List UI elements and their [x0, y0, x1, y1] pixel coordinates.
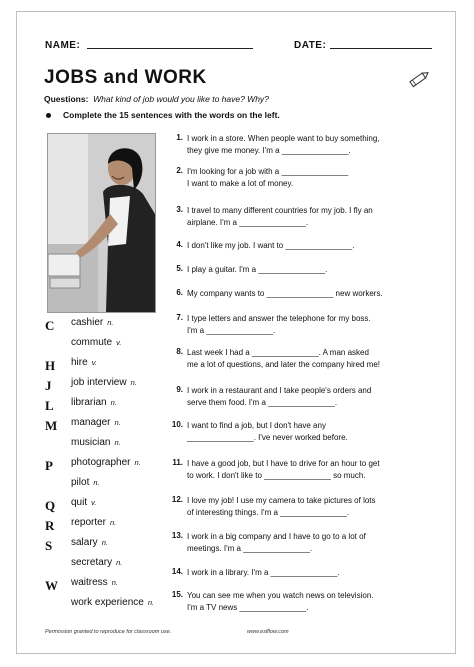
sentence-line: Last week I had a _______________. A man asked: [187, 348, 369, 357]
letter-heading: Q: [45, 498, 56, 513]
word-item: work experience n.: [71, 597, 155, 608]
sentence-number: 10.: [171, 420, 183, 429]
sentence-number: 14.: [171, 567, 183, 576]
footer-site[interactable]: www.eslflow.com: [247, 629, 289, 635]
sentence-line: airplane. I'm a _______________.: [187, 218, 309, 227]
sentence-line: of interesting things. I'm a _______________.: [187, 508, 350, 517]
sentence-line: I'm a _______________.: [187, 326, 276, 335]
date-label: DATE:: [294, 40, 327, 51]
sentence-line: I don't like my job. I want to _______________.: [187, 241, 355, 250]
sentence-line: I work in a store. When people want to buy something,: [187, 134, 380, 143]
sentence-number: 1.: [176, 133, 183, 142]
worksheet-page: [16, 11, 456, 654]
word-item: librarian n.: [71, 397, 117, 408]
sentence-number: 15.: [171, 590, 183, 599]
sentence-line: I'm a TV news _______________.: [187, 603, 309, 612]
instruction-text: Complete the 15 sentences with the words on the left.: [63, 110, 280, 120]
worker-photo: [47, 133, 156, 313]
letter-heading: P: [45, 458, 53, 473]
sentence-line: My company wants to _______________ new workers.: [187, 289, 383, 298]
sentence-line: I play a guitar. I'm a _______________.: [187, 265, 328, 274]
sentence-line: I want to make a lot of money.: [187, 179, 294, 188]
questions-label: Questions:: [44, 94, 89, 104]
page-title: JOBS and WORK: [44, 67, 207, 88]
questions-line: [44, 94, 269, 104]
sentence-line: I'm looking for a job with a _______________: [187, 167, 349, 176]
sentence-line: I work in a big company and I have to go to a lot of: [187, 532, 366, 541]
word-item: job interview n.: [71, 377, 137, 388]
sentence-number: 5.: [176, 264, 183, 273]
letter-heading: M: [45, 418, 58, 433]
word-item: photographer n.: [71, 457, 141, 468]
photo-illustration: [48, 134, 155, 312]
word-item: commute v.: [71, 337, 122, 348]
word-item: pilot n.: [71, 477, 100, 488]
sentence-number: 12.: [171, 495, 183, 504]
sentence-line: to work. I don't like to _______________ so much.: [187, 471, 366, 480]
letter-heading: H: [45, 358, 56, 373]
sentence-number: 11.: [172, 458, 183, 467]
sentence-line: I want to find a job, but I don't have any: [187, 421, 326, 430]
word-item: salary n.: [71, 537, 108, 548]
date-line: [330, 38, 432, 49]
sentence-number: 6.: [176, 288, 183, 297]
word-item: waitress n.: [71, 577, 118, 588]
sentence-number: 9.: [176, 385, 183, 394]
sentence-line: _______________. I've never worked before.: [187, 433, 348, 442]
name-line: [87, 38, 253, 49]
word-item: musician n.: [71, 437, 121, 448]
sentence-number: 3.: [176, 205, 183, 214]
letter-heading: L: [45, 398, 54, 413]
pencil-icon: [407, 69, 431, 89]
bullet-icon: [46, 113, 51, 118]
word-item: reporter n.: [71, 517, 117, 528]
sentence-number: 8.: [176, 347, 183, 356]
sentence-line: I work in a library. I'm a _______________.: [187, 568, 340, 577]
sentence-number: 7.: [176, 313, 183, 322]
letter-heading: C: [45, 318, 55, 333]
word-item: cashier n.: [71, 317, 114, 328]
letter-heading: S: [45, 538, 53, 553]
word-item: hire v.: [71, 357, 97, 368]
sentence-line: I love my job! I use my camera to take pictures of lots: [187, 496, 376, 505]
sentence-line: I have a good job, but I have to drive for an hour to get: [187, 459, 380, 468]
sentence-number: 2.: [176, 166, 183, 175]
sentence-number: 4.: [176, 240, 183, 249]
sentence-line: I work in a restaurant and I take people's orders and: [187, 386, 372, 395]
sentence-line: meetings. I'm a _______________.: [187, 544, 313, 553]
sentence-line: me a lot of questions, and later the company hired me!: [187, 360, 380, 369]
sentence-line: I type letters and answer the telephone for my boss.: [187, 314, 371, 323]
footer-permission: Permission granted to reproduce for classroom use.: [45, 629, 172, 635]
sentence-line: they give me money. I'm a _______________.: [187, 146, 351, 155]
letter-heading: W: [45, 578, 58, 593]
name-label: NAME:: [45, 40, 81, 51]
sentence-line: serve them food. I'm a _______________.: [187, 398, 338, 407]
sentence-number: 13.: [171, 531, 183, 540]
sentence-line: I travel to many different countries for my job. I fly an: [187, 206, 373, 215]
sentence-line: You can see me when you watch news on television.: [187, 591, 374, 600]
word-item: manager n.: [71, 417, 121, 428]
word-item: quit v.: [71, 497, 97, 508]
questions-text: What kind of job would you like to have? Why?: [93, 94, 269, 104]
letter-heading: J: [45, 378, 52, 393]
word-item: secretary n.: [71, 557, 123, 568]
letter-heading: R: [45, 518, 55, 533]
